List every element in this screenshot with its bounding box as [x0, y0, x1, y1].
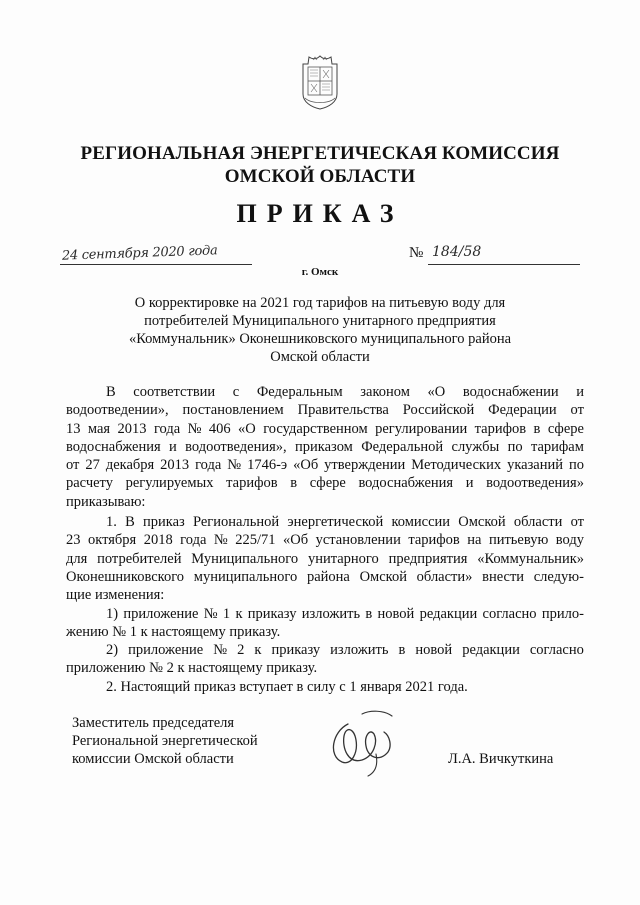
word: редакции [419, 605, 478, 622]
word: редакции [462, 642, 520, 659]
word: 2) [106, 642, 119, 659]
word: Муниципального [191, 550, 299, 567]
word: 225/71 [235, 532, 276, 549]
handwritten-date: 24 сентября 2020 года [61, 243, 218, 264]
position-line: Заместитель председателя [72, 715, 235, 731]
word: регулировании [375, 420, 468, 437]
word: на [467, 532, 482, 549]
word: сфере [309, 475, 346, 492]
word: 1 [222, 605, 231, 622]
word: и [576, 384, 584, 400]
word: 2013 [117, 420, 147, 437]
word: изложить [330, 642, 389, 659]
item-1-last-line: щие изменения: [66, 587, 165, 604]
justified-line [66, 605, 584, 623]
word: водоснабжения [66, 438, 161, 455]
justified-line [66, 420, 584, 438]
justified-line [66, 641, 584, 659]
number-label: № [409, 245, 424, 261]
subject-line: Омской области [270, 349, 370, 365]
word: и [465, 475, 474, 492]
word: указаний [507, 457, 564, 474]
word: № [203, 605, 218, 622]
word: Федеральной [361, 438, 444, 455]
word: октября [87, 532, 137, 549]
word: унитарного [307, 550, 379, 567]
word: Методических [411, 457, 502, 474]
word: Российской [402, 402, 475, 419]
word: тарифов [408, 532, 460, 549]
word: постановлением [182, 402, 284, 419]
justified-line [66, 474, 584, 492]
subitem-2-last-line: приложению № 2 к настоящему приказу. [66, 660, 318, 677]
word: «О [427, 384, 446, 400]
word: приложение [123, 605, 199, 622]
signer-name: Л.А. Вичкуткина [448, 751, 554, 767]
word: Федерации [488, 402, 557, 419]
word: года [195, 457, 222, 474]
word: питьевую [488, 532, 549, 549]
word: водоотведения», [185, 438, 287, 455]
word: года [153, 420, 181, 437]
word: области» [416, 568, 473, 585]
signatory-position [72, 714, 258, 768]
justified-line [66, 401, 584, 419]
word: для [66, 550, 88, 567]
word: к [254, 642, 262, 659]
word: сфере [547, 420, 584, 437]
word: № [213, 642, 228, 659]
justified-line [66, 456, 584, 474]
word: 1746-э [247, 457, 288, 474]
word: приказом [295, 438, 353, 455]
word: «О [238, 420, 256, 437]
word: № [187, 420, 202, 437]
subitem-2-paragraph [66, 641, 584, 659]
word: тарифам [530, 438, 584, 455]
justified-line [66, 568, 584, 586]
word: изложить [301, 605, 361, 622]
word: декабря [105, 457, 155, 474]
word: 1) [106, 605, 119, 622]
word: Омской [359, 568, 407, 585]
date-underline [60, 264, 252, 265]
word: Правительства [297, 402, 389, 419]
word: от [66, 457, 80, 474]
word: расчету [66, 475, 113, 492]
word: водоотведении», [66, 402, 169, 419]
word: утверждении [324, 457, 406, 474]
handwritten-signature [318, 706, 408, 780]
word: года [180, 532, 207, 549]
justified-line [66, 438, 584, 456]
preamble-last-line: приказываю: [66, 493, 146, 510]
item-1-paragraph [66, 513, 584, 586]
word: 2013 [160, 457, 190, 474]
coat-of-arms-icon [299, 54, 341, 110]
word: № [227, 457, 242, 474]
word: Оконешниковского [66, 568, 185, 585]
word: к [235, 605, 243, 622]
word: приказу [271, 642, 321, 659]
word: с [232, 384, 240, 400]
word: 2018 [143, 532, 173, 549]
word: энергетической [287, 514, 384, 531]
word: «Коммунальник» [477, 550, 584, 567]
word: приказу [247, 605, 297, 622]
order-subject [100, 294, 540, 366]
word: муниципального [193, 568, 298, 585]
word: в [398, 642, 406, 659]
justified-line [66, 513, 584, 531]
word: следую- [533, 568, 584, 585]
word: 23 [66, 532, 81, 549]
word: воду [555, 532, 584, 549]
justified-line [66, 383, 584, 401]
word: предприятия [388, 550, 468, 567]
position-line: комиссии Омской области [72, 751, 234, 767]
word: в [533, 420, 541, 437]
subject-line: «Коммунальник» Оконешниковского муниципального района [128, 331, 512, 347]
word: Региональной [192, 514, 280, 531]
word: законом [360, 384, 410, 400]
justified-line [66, 531, 584, 549]
word: комиссии [391, 514, 451, 531]
city: г. Омск [301, 266, 339, 278]
word: № [213, 532, 228, 549]
word: 27 [85, 457, 100, 474]
word: района [306, 568, 350, 585]
word: области [513, 514, 563, 531]
word: В [125, 514, 135, 531]
item-2-paragraph: 2. Настоящий приказ вступает в силу с 1 января 2021 года. [106, 678, 468, 695]
word: от [570, 514, 584, 531]
word: новой [415, 642, 453, 659]
word: «Об [282, 532, 309, 549]
subject-line: потребителей Муниципального унитарного предприятия [144, 313, 496, 329]
word: приказ [142, 514, 185, 531]
word: в [365, 605, 373, 622]
justified-line [66, 550, 584, 568]
word: тарифов [474, 420, 527, 437]
word: 2 [237, 642, 245, 659]
word: службы [451, 438, 500, 455]
word: от [570, 402, 584, 419]
number-underline [428, 264, 580, 265]
word: установлении [315, 532, 401, 549]
word: тарифов [226, 475, 278, 492]
word: по [507, 438, 523, 455]
order-body [66, 383, 584, 696]
word: по [568, 457, 584, 474]
preamble-paragraph [66, 383, 584, 493]
word: 406 [208, 420, 231, 437]
word: «Об [293, 457, 319, 474]
word: водоотведения» [486, 475, 584, 492]
word: водоснабжения [358, 475, 454, 492]
word: в [290, 475, 298, 492]
word: государственном [263, 420, 368, 437]
subitem-1-last-line: жению № 1 к настоящему приказу. [66, 623, 281, 640]
word: регулируемых [125, 475, 214, 492]
word: и [169, 438, 177, 455]
word: согласно [529, 642, 584, 659]
position-line: Региональной энергетической [72, 733, 258, 749]
subitem-1-paragraph [66, 605, 584, 623]
word: прило- [541, 605, 584, 622]
word: В [106, 384, 116, 400]
word: 13 [66, 420, 81, 437]
word: 1. [106, 514, 117, 531]
org-name-line2: ОМСКОЙ ОБЛАСТИ [224, 166, 416, 187]
word: потребителей [97, 550, 182, 567]
handwritten-number: 184/58 [432, 244, 482, 260]
word: водоснабжении [462, 384, 559, 400]
word: приложение [128, 642, 204, 659]
subject-line: О корректировке на 2021 год тарифов на питьевую воду для [134, 295, 506, 311]
word: внести [482, 568, 525, 585]
word: новой [377, 605, 415, 622]
word: соответствии [133, 384, 216, 400]
word: согласно [482, 605, 537, 622]
word: Омской [458, 514, 506, 531]
document-title: ПРИКАЗ [236, 199, 404, 228]
word: мая [87, 420, 111, 437]
word: Федеральным [256, 384, 343, 400]
org-name-line1: РЕГИОНАЛЬНАЯ ЭНЕРГЕТИЧЕСКАЯ КОМИССИЯ [80, 143, 560, 164]
